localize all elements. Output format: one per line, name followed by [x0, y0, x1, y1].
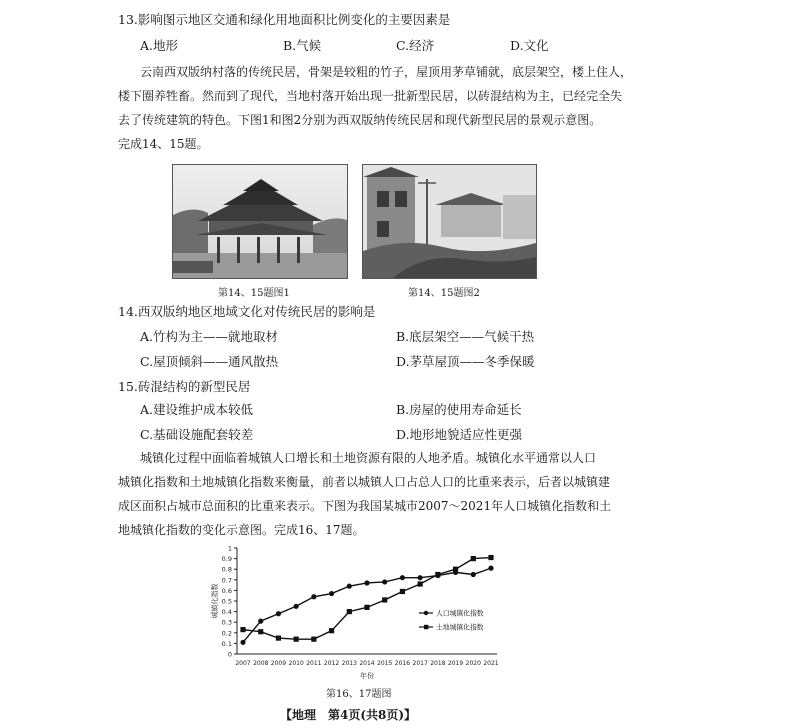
series-1-point — [471, 572, 476, 577]
x-tick-label: 2021 — [483, 660, 499, 667]
series-2-point — [258, 629, 263, 634]
x-tick-label: 2014 — [359, 660, 375, 667]
q15-option-c: C.基础设施配套较差 — [140, 427, 254, 442]
series-1-point — [364, 580, 369, 585]
q14-option-c: C.屋顶倾斜——通风散热 — [140, 354, 279, 369]
legend-marker-2 — [424, 625, 428, 629]
x-tick-label: 2020 — [465, 660, 481, 667]
x-tick-label: 2007 — [235, 660, 251, 667]
legend-label-2: 土地城镇化指数 — [436, 623, 484, 632]
series-2-point — [471, 556, 476, 561]
series-2-point — [311, 637, 316, 642]
series-2-point — [418, 581, 423, 586]
series-2-point — [347, 609, 352, 614]
x-tick-label: 2019 — [447, 660, 464, 667]
q14-stem: 14.西双版纳地区地域文化对传统民居的影响是 — [118, 304, 376, 319]
x-axis-label: 年份 — [360, 672, 374, 680]
y-tick-label: 0.9 — [221, 555, 232, 564]
q15-option-b: B.房屋的使用寿命延长 — [396, 402, 522, 417]
series-1-point — [276, 611, 281, 616]
x-tick-label: 2010 — [288, 660, 304, 667]
series-2-point — [329, 628, 334, 633]
y-axis-label: 城镇化指数 — [211, 583, 219, 619]
q13-stem: 13.影响图示地区交通和绿化用地面积比例变化的主要因素是 — [118, 12, 451, 27]
x-tick-label: 2012 — [323, 660, 340, 667]
urbanization-line-chart — [205, 540, 515, 688]
q14-option-a: A.竹构为主——就地取材 — [140, 329, 279, 344]
y-tick-label: 0.5 — [221, 597, 232, 606]
y-tick-label: 0.2 — [221, 629, 232, 638]
x-tick-label: 2013 — [341, 660, 357, 667]
series-2-point — [276, 636, 281, 641]
figure-2-caption: 第14、15题图2 — [408, 288, 480, 299]
series-1-point — [347, 584, 352, 589]
passage1-line-2: 楼下圈养牲畜。然而到了现代，当地村落开始出现一批新型民居，以砖混结构为主，已经完全失 — [118, 89, 623, 103]
x-tick-label: 2011 — [306, 660, 322, 667]
series-1-point — [418, 575, 423, 580]
chart-caption: 第16、17题图 — [326, 689, 392, 700]
q13-option-c: C.经济 — [396, 38, 435, 53]
passage1-line-1: 云南西双版纳村落的传统民居，骨架是较粗的竹子，屋顶用茅草铺就，底层架空，楼上住人， — [140, 65, 633, 79]
series-2-point — [435, 572, 440, 577]
series-1-point — [400, 575, 405, 580]
legend-marker-1 — [424, 611, 428, 615]
series-2-point — [488, 555, 493, 560]
q13-option-a: A.地形 — [140, 38, 179, 53]
y-tick-label: 0.8 — [221, 565, 232, 574]
passage2-line-4: 地城镇化指数的变化示意图。完成16、17题。 — [118, 523, 365, 537]
y-tick-label: 0.7 — [221, 576, 232, 585]
passage2-line-1: 城镇化过程中面临着城镇人口增长和土地资源有限的人地矛盾。城镇化水平通常以人口 — [140, 451, 597, 465]
series-1-point — [258, 619, 263, 624]
series-1-point — [311, 594, 316, 599]
x-tick-label: 2018 — [430, 660, 446, 667]
page-footer: 【地理 第4页(共8页)】 — [280, 708, 417, 722]
series-2-point — [453, 567, 458, 572]
series-1-point — [382, 579, 387, 584]
series-1-point — [488, 566, 493, 571]
q13-option-b: B.气候 — [283, 38, 322, 53]
q15-option-d: D.地形地貌适应性更强 — [396, 427, 523, 442]
figure-2-modern-house-photo — [362, 164, 537, 279]
passage2-line-2: 城镇化指数和土地城镇化指数来衡量，前者以城镇人口占总人口的比重来表示，后者以城镇建 — [118, 475, 611, 489]
q14-option-b: B.底层架空——气候干热 — [396, 329, 535, 344]
y-tick-label: 0.3 — [221, 618, 232, 627]
figure-1-traditional-house-photo — [172, 164, 348, 279]
passage2-line-3: 成区面积占城市总面积的比重来表示。下图为我国某城市2007～2021年人口城镇化指数和土 — [118, 499, 612, 513]
x-tick-label: 2016 — [394, 660, 411, 667]
x-tick-label: 2017 — [412, 660, 428, 667]
legend-label-1: 人口城镇化指数 — [436, 609, 484, 618]
passage1-line-3: 去了传统建筑的特色。下图1和图2分别为西双版纳传统民居和现代新型民居的景观示意图。 — [118, 113, 602, 127]
q15-option-a: A.建设维护成本较低 — [140, 402, 254, 417]
y-tick-label: 0.4 — [221, 608, 232, 617]
x-tick-label: 2015 — [377, 660, 393, 667]
series-2-point — [294, 637, 299, 642]
series-2-point — [240, 627, 245, 632]
figure-1-caption: 第14、15题图1 — [218, 288, 290, 299]
y-tick-label: 0.6 — [221, 586, 232, 595]
series-2-point — [400, 589, 405, 594]
series-2-point — [364, 605, 369, 610]
series-1-point — [329, 591, 334, 596]
y-tick-label: 0.1 — [221, 639, 232, 648]
x-tick-label: 2008 — [253, 660, 269, 667]
series-1-point — [294, 604, 299, 609]
series-2-point — [382, 597, 387, 602]
q14-option-d: D.茅草屋顶——冬季保暖 — [396, 354, 535, 369]
q13-option-d: D.文化 — [510, 38, 549, 53]
series-1-point — [240, 640, 245, 645]
passage1-line-4: 完成14、15题。 — [118, 137, 209, 151]
x-tick-label: 2009 — [270, 660, 287, 667]
q15-stem: 15.砖混结构的新型民居 — [118, 379, 251, 394]
y-tick-label: 0 — [227, 650, 232, 659]
y-tick-label: 1 — [227, 544, 232, 553]
